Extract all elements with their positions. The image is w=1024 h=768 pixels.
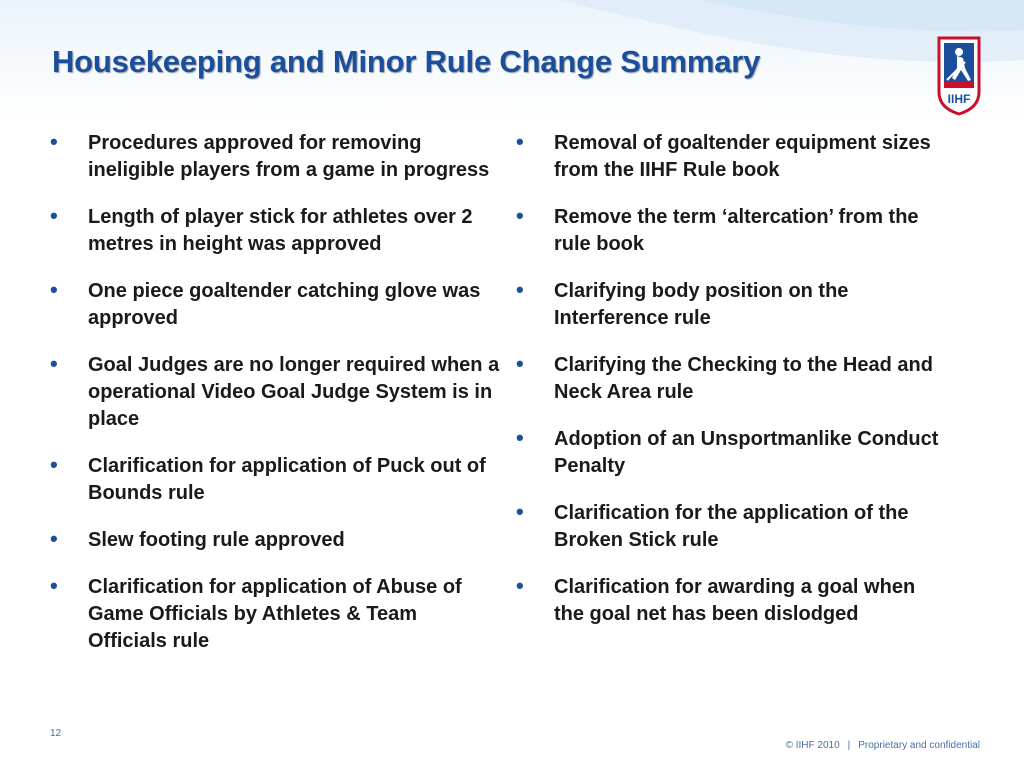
list-item (516, 574, 946, 628)
list-item (50, 204, 500, 258)
bullet-icon: • (50, 277, 58, 302)
bullet-icon: • (50, 351, 58, 376)
list-item (516, 204, 946, 258)
bullet-icon: • (50, 526, 58, 551)
list-item (516, 352, 946, 406)
list-item-text: Removal of goaltender equipment sizes from the IIHF Rule book (554, 132, 931, 181)
list-item (516, 130, 946, 184)
list-item (50, 527, 500, 554)
bullet-icon: • (516, 129, 524, 154)
page-number: 12 (50, 728, 62, 739)
bullet-icon: • (516, 573, 524, 598)
list-item-text: Slew footing rule approved (88, 529, 345, 551)
list-item-text: Adoption of an Unsportmanlike Conduct Penalty (554, 428, 939, 477)
bullet-icon: • (50, 573, 58, 598)
right-bullet-list (516, 130, 946, 648)
list-item (516, 426, 946, 480)
list-item-text: Clarification for application of Abuse of Game Officials by Athletes & Team Officials rule (88, 576, 462, 652)
footer-separator: | (847, 740, 851, 751)
list-item-text: Clarifying the Checking to the Head and Neck Area rule (554, 354, 933, 403)
iihf-logo (935, 36, 983, 116)
bullet-icon: • (516, 351, 524, 376)
list-item (50, 130, 500, 184)
list-item (516, 278, 946, 332)
list-item-text: Clarification for application of Puck out of Bounds rule (88, 455, 486, 504)
list-item-text: Procedures approved for removing ineligible players from a game in progress (88, 132, 490, 181)
bullet-icon: • (50, 203, 58, 228)
footer-copyright: © IIHF 2010 (785, 740, 840, 751)
list-item (50, 574, 500, 655)
list-item-text: Clarification for the application of the Broken Stick rule (554, 502, 909, 551)
bullet-icon: • (50, 452, 58, 477)
iihf-logo-text: IIHF (947, 92, 971, 106)
bullet-icon: • (50, 129, 58, 154)
list-item (50, 453, 500, 507)
list-item-text: Length of player stick for athletes over 2 metres in height was approved (88, 206, 473, 255)
list-item-text: Remove the term ‘altercation’ from the rule book (554, 206, 919, 255)
footer (786, 740, 980, 751)
list-item (516, 500, 946, 554)
slide-title: Housekeeping and Minor Rule Change Summary (52, 44, 761, 79)
left-bullet-list (50, 130, 500, 675)
list-item-text: Clarifying body position on the Interference rule (554, 280, 849, 329)
bullet-icon: • (516, 499, 524, 524)
list-item-text: One piece goaltender catching glove was approved (88, 280, 481, 329)
bullet-icon: • (516, 425, 524, 450)
bullet-icon: • (516, 277, 524, 302)
footer-note: Proprietary and confidential (858, 740, 980, 751)
list-item-text: Clarification for awarding a goal when the goal net has been dislodged (554, 576, 916, 625)
bullet-icon: • (516, 203, 524, 228)
list-item (50, 278, 500, 332)
list-item-text: Goal Judges are no longer required when a operational Video Goal Judge System is in place (88, 354, 500, 430)
list-item (50, 352, 500, 433)
